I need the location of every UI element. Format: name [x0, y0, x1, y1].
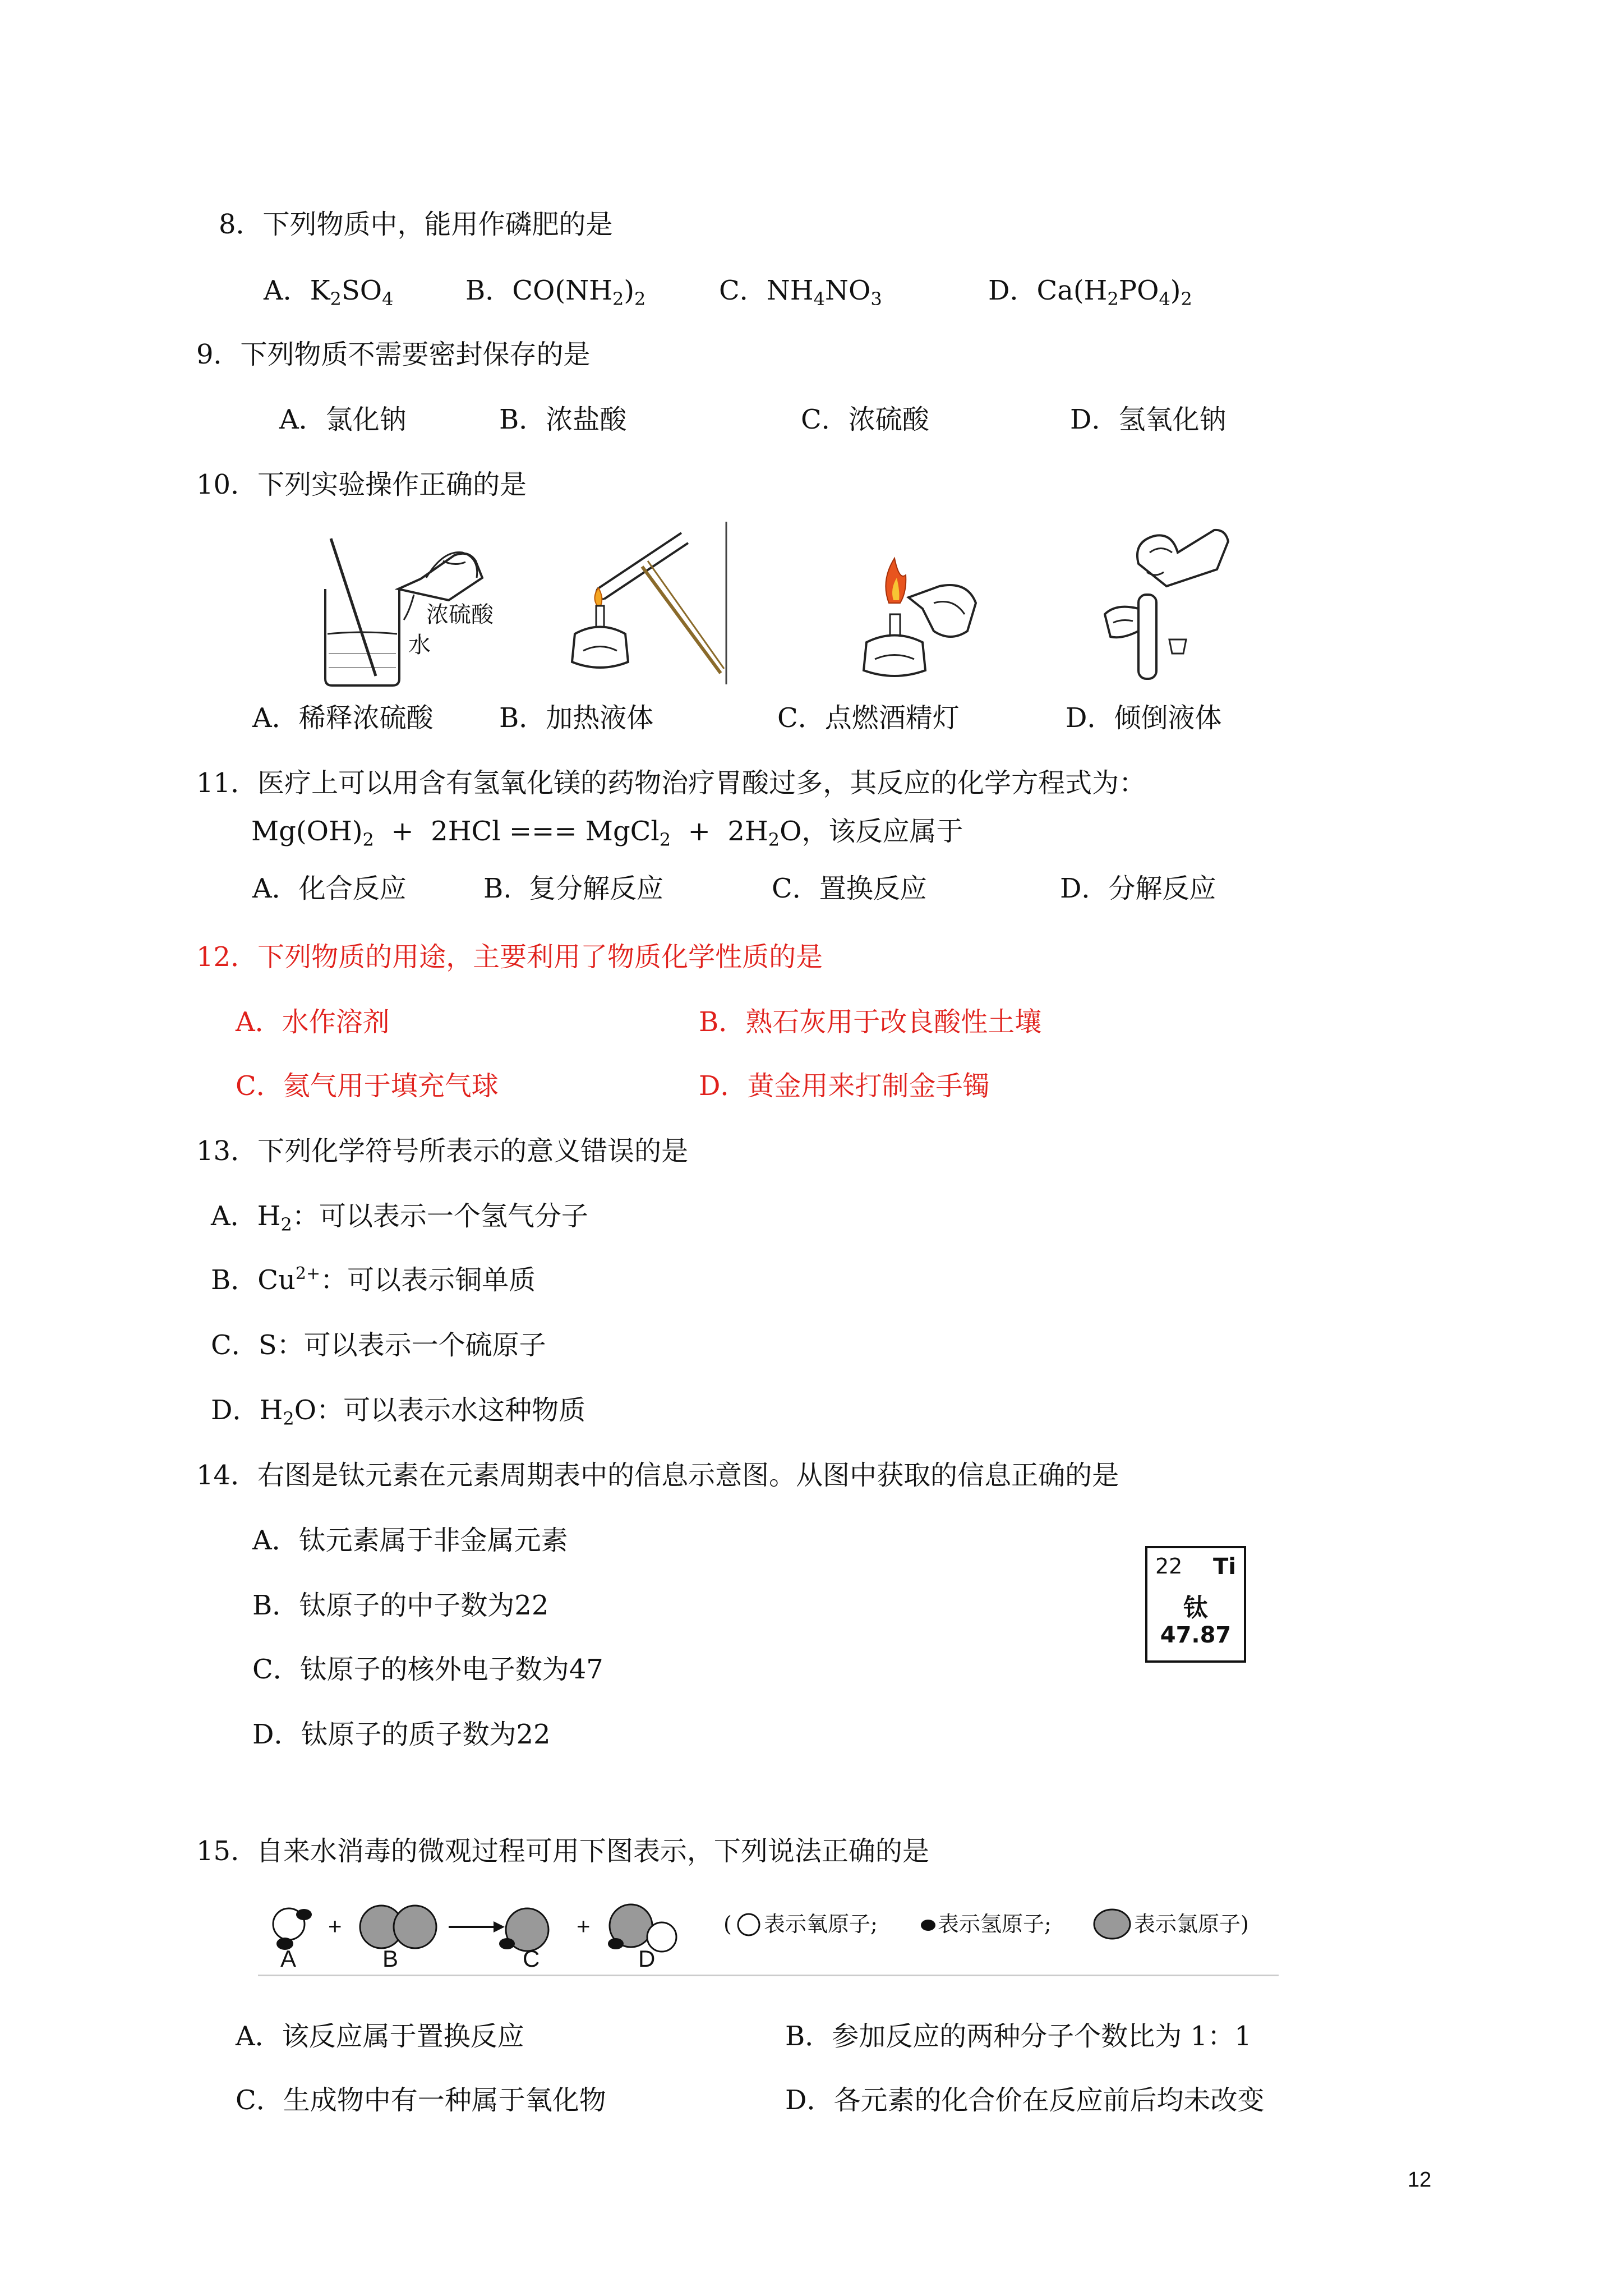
question-12-option-d: D．黄金用来打制金手镯 [699, 1070, 990, 1102]
question-11-option-d: D．分解反应 [1060, 873, 1216, 904]
question-15-option-c: C．生成物中有一种属于氧化物 [236, 2085, 606, 2116]
question-11-option-b: B. 复分解反应 [483, 873, 664, 904]
legend-open-paren: ( [723, 1912, 732, 1936]
atomic-mass: 47.87 [1160, 1622, 1232, 1648]
question-9-option-c: C．浓硫酸 [801, 404, 929, 435]
question-8-stem: 8．下列物质中，能用作磷肥的是 [219, 209, 613, 240]
question-13-option-d: D．$H_2O$：可以表示水这种物质 [211, 1395, 586, 1429]
element-name: 钛 [1183, 1594, 1208, 1622]
atomic-number: 22 [1155, 1554, 1183, 1579]
question-14-option-d: D．钛原子的质子数为22 [252, 1719, 551, 1750]
question-9-option-a: A．氯化钠 [279, 404, 407, 435]
question-10-stem: 10．下列实验操作正确的是 [196, 469, 527, 500]
question-13-option-a: A．$H_2$：可以表示一个氢气分子 [211, 1200, 588, 1235]
pour-liquid-illustration [1094, 519, 1239, 687]
legend-hydrogen: 表示氢原子; [938, 1912, 1052, 1936]
question-15-option-d: D．各元素的化合价在反应前后均未改变 [785, 2085, 1265, 2116]
question-14-option-b: B．钛原子的中子数为22 [252, 1590, 549, 1621]
question-9-stem: 9．下列物质不需要密封保存的是 [196, 339, 591, 370]
heat-liquid-illustration [552, 522, 737, 684]
molecule-label-a: A [280, 1945, 297, 1972]
question-11-option-c: C．置换反应 [772, 873, 927, 904]
question-12-option-a: A．水作溶剂 [236, 1006, 390, 1038]
diagram-underline [258, 1975, 1279, 1976]
acid-label: 浓硫酸 [426, 602, 494, 628]
chemical-equation: $Mg(OH)_2 + 2HCl$ === MgCl$_2$ + $2H_2O$，该反应属于 [251, 816, 963, 850]
question-14-option-a: A．钛元素属于非金属元素 [252, 1525, 568, 1556]
chlorine-atom-legend-icon [1092, 1907, 1132, 1941]
question-13-option-b: B．$Cu^{2+}$：可以表示铜单质 [211, 1264, 536, 1296]
titanium-element-card [1145, 1546, 1246, 1663]
question-8-option-a: A．$K_2SO_4$ [264, 275, 394, 310]
molecule-label-d: D [638, 1945, 656, 1972]
plus-sign-1: + [328, 1913, 342, 1939]
page-number: 12 [1408, 2168, 1432, 2192]
question-14-stem: 14．右图是钛元素在元素周期表中的信息示意图。从图中获取的信息正确的是 [196, 1460, 1119, 1491]
question-12-option-b: B．熟石灰用于改良酸性土壤 [699, 1006, 1042, 1038]
question-15-option-b: B．参加反应的两种分子个数比为 1：1 [785, 2021, 1252, 2052]
question-10-option-c: C．点燃酒精灯 [777, 702, 960, 734]
question-11-stem: 11．医疗上可以用含有氢氧化镁的药物治疗胃酸过多，其反应的化学方程式为： [196, 767, 1146, 799]
question-15-option-a: A．该反应属于置换反应 [236, 2021, 524, 2052]
question-10-option-a: A．稀释浓硫酸 [252, 702, 434, 734]
question-10-option-d: D．倾倒液体 [1066, 702, 1222, 734]
question-9-option-b: B．浓盐酸 [499, 404, 627, 435]
hydrogen-atom-legend-icon [920, 1918, 937, 1932]
question-13-option-c: C．S：可以表示一个硫原子 [211, 1329, 546, 1361]
question-8-option-b: B．$CO(NH_2)_2$ [465, 275, 646, 310]
question-12-option-c: C．氦气用于填充气球 [236, 1070, 499, 1102]
water-label: 水 [408, 632, 431, 658]
question-10-option-b: B．加热液体 [499, 702, 654, 734]
legend-chlorine: 表示氯原子) [1134, 1912, 1249, 1936]
lamp-lighting-illustration [855, 536, 1001, 687]
oxygen-atom-legend-icon [736, 1912, 762, 1938]
question-15-stem: 15. 自来水消毒的微观过程可用下图表示，下列说法正确的是 [196, 1835, 929, 1867]
question-8-option-c: C．$NH_4NO_3$ [719, 275, 882, 310]
question-8-option-d: D．$Ca(H_2PO_4)_2$ [988, 275, 1192, 310]
molecule-label-b: B [382, 1945, 399, 1972]
question-11-option-a: A．化合反应 [252, 873, 407, 904]
question-12-stem: 12．下列物质的用途，主要利用了物质化学性质的是 [196, 941, 823, 973]
question-13-stem: 13．下列化学符号所表示的意义错误的是 [196, 1135, 689, 1167]
element-symbol: Ti [1213, 1554, 1236, 1580]
plus-sign-2: + [577, 1913, 591, 1939]
question-14-option-c: C．钛原子的核外电子数为47 [252, 1654, 603, 1685]
legend-oxygen: 表示氧原子; [764, 1912, 878, 1936]
molecule-label-c: C [523, 1945, 540, 1972]
question-9-option-d: D．氢氧化钠 [1070, 404, 1227, 435]
